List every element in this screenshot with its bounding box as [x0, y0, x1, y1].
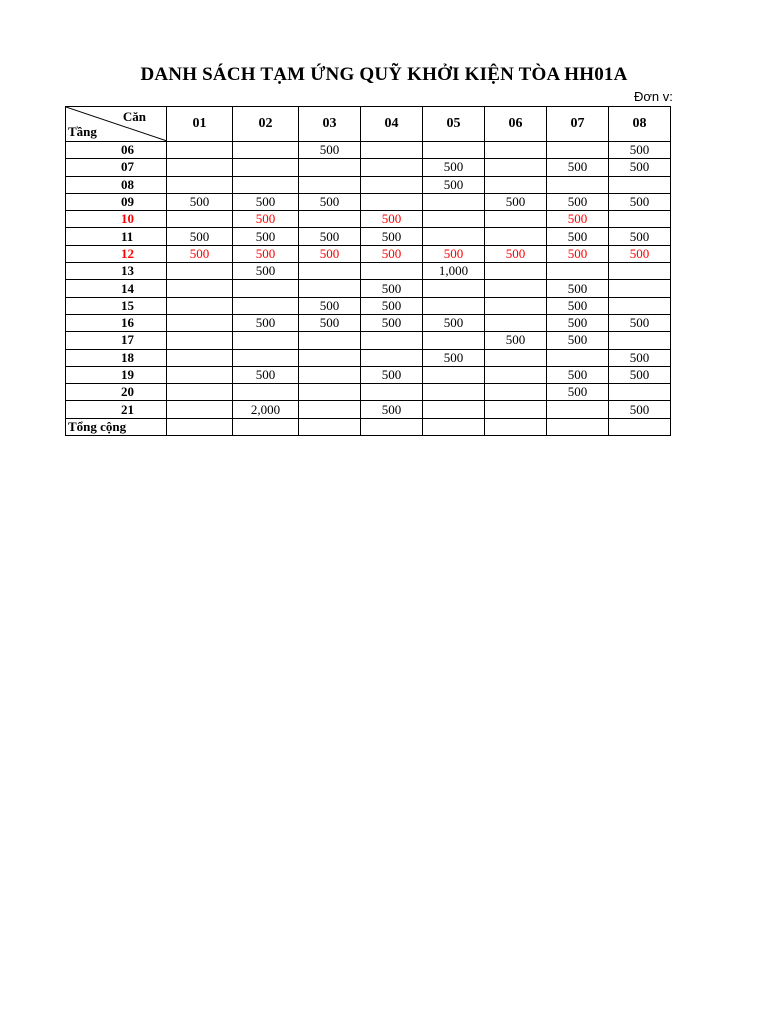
amount-cell: 500 [361, 211, 423, 228]
amount-cell [361, 349, 423, 366]
unit-label: Đơn v: [634, 89, 673, 104]
table-row [66, 245, 671, 262]
total-cell [609, 418, 671, 435]
amount-cell [299, 280, 361, 297]
amount-cell: 500 [423, 176, 485, 193]
table-row [66, 263, 671, 280]
amount-cell [423, 332, 485, 349]
amount-cell [167, 176, 233, 193]
floor-label: 12 [66, 245, 167, 262]
amount-cell: 500 [233, 263, 299, 280]
amount-cell [609, 176, 671, 193]
floor-label: 15 [66, 297, 167, 314]
column-header: 07 [547, 107, 609, 142]
table-header-row [66, 107, 671, 142]
amount-cell [423, 142, 485, 159]
amount-cell: 500 [609, 159, 671, 176]
floor-label: 08 [66, 176, 167, 193]
amount-cell: 500 [547, 366, 609, 383]
amount-cell: 500 [547, 384, 609, 401]
amount-cell [547, 263, 609, 280]
amount-cell: 500 [485, 193, 547, 210]
floor-label: 11 [66, 228, 167, 245]
column-header: 08 [609, 107, 671, 142]
amount-cell [299, 263, 361, 280]
total-cell [547, 418, 609, 435]
amount-cell: 500 [167, 193, 233, 210]
floor-label: 10 [66, 211, 167, 228]
amount-cell [167, 349, 233, 366]
amount-cell [361, 176, 423, 193]
table-row [66, 228, 671, 245]
amount-cell [423, 228, 485, 245]
table-row [66, 314, 671, 331]
amount-cell [485, 314, 547, 331]
table-row [66, 401, 671, 418]
amount-cell [361, 263, 423, 280]
floor-label: 18 [66, 349, 167, 366]
amount-cell [233, 176, 299, 193]
amount-cell [233, 159, 299, 176]
amount-cell [485, 280, 547, 297]
amount-cell: 500 [299, 314, 361, 331]
amount-cell: 500 [233, 314, 299, 331]
amount-cell [485, 176, 547, 193]
advance-fund-table [65, 106, 671, 436]
amount-cell [423, 193, 485, 210]
amount-cell: 500 [423, 349, 485, 366]
amount-cell: 1,000 [423, 263, 485, 280]
amount-cell: 500 [423, 245, 485, 262]
table-row [66, 142, 671, 159]
amount-cell [299, 384, 361, 401]
amount-cell [233, 280, 299, 297]
amount-cell: 500 [233, 245, 299, 262]
table-row [66, 297, 671, 314]
amount-cell [609, 332, 671, 349]
amount-cell [361, 384, 423, 401]
amount-cell [423, 366, 485, 383]
amount-cell [485, 211, 547, 228]
amount-cell [167, 142, 233, 159]
amount-cell: 500 [233, 211, 299, 228]
column-header: 03 [299, 107, 361, 142]
floor-label: 17 [66, 332, 167, 349]
amount-cell: 500 [609, 366, 671, 383]
amount-cell: 500 [361, 314, 423, 331]
column-header: 06 [485, 107, 547, 142]
amount-cell [547, 401, 609, 418]
amount-cell [233, 349, 299, 366]
amount-cell [609, 263, 671, 280]
amount-cell: 500 [299, 228, 361, 245]
amount-cell [423, 211, 485, 228]
table-row [66, 384, 671, 401]
amount-cell [485, 401, 547, 418]
amount-cell: 500 [299, 297, 361, 314]
amount-cell [167, 211, 233, 228]
table-row [66, 193, 671, 210]
amount-cell: 500 [609, 314, 671, 331]
amount-cell: 500 [167, 245, 233, 262]
amount-cell: 500 [609, 245, 671, 262]
table-row [66, 211, 671, 228]
amount-cell [233, 384, 299, 401]
amount-cell [361, 332, 423, 349]
total-cell [233, 418, 299, 435]
column-header: 01 [167, 107, 233, 142]
amount-cell [299, 211, 361, 228]
amount-cell [485, 142, 547, 159]
amount-cell [485, 159, 547, 176]
table-row [66, 280, 671, 297]
corner-header-cell [66, 107, 167, 142]
amount-cell: 500 [609, 349, 671, 366]
total-row [66, 418, 671, 435]
amount-cell: 500 [167, 228, 233, 245]
amount-cell: 500 [547, 193, 609, 210]
amount-cell [167, 332, 233, 349]
amount-cell [547, 349, 609, 366]
amount-cell: 500 [547, 297, 609, 314]
amount-cell: 500 [299, 142, 361, 159]
amount-cell: 500 [547, 314, 609, 331]
amount-cell: 500 [547, 280, 609, 297]
total-label: Tổng cộng [66, 418, 167, 435]
amount-cell [167, 263, 233, 280]
amount-cell [485, 228, 547, 245]
amount-cell: 500 [361, 366, 423, 383]
amount-cell [609, 297, 671, 314]
floor-label: 06 [66, 142, 167, 159]
table-row [66, 159, 671, 176]
amount-cell: 500 [485, 245, 547, 262]
amount-cell [485, 297, 547, 314]
amount-cell [485, 349, 547, 366]
table-row [66, 366, 671, 383]
table-row [66, 176, 671, 193]
amount-cell [423, 280, 485, 297]
amount-cell [167, 401, 233, 418]
amount-cell [423, 384, 485, 401]
amount-cell [423, 401, 485, 418]
amount-cell: 500 [299, 193, 361, 210]
amount-cell [167, 384, 233, 401]
amount-cell: 2,000 [233, 401, 299, 418]
amount-cell: 500 [233, 193, 299, 210]
amount-cell: 500 [547, 245, 609, 262]
total-cell [485, 418, 547, 435]
table-body [66, 142, 671, 436]
amount-cell [485, 263, 547, 280]
amount-cell [233, 142, 299, 159]
amount-cell [609, 280, 671, 297]
column-header: 05 [423, 107, 485, 142]
amount-cell: 500 [423, 159, 485, 176]
amount-cell: 500 [361, 245, 423, 262]
amount-cell: 500 [361, 280, 423, 297]
amount-cell [167, 366, 233, 383]
amount-cell [547, 176, 609, 193]
column-header: 02 [233, 107, 299, 142]
amount-cell: 500 [233, 366, 299, 383]
floor-label: 21 [66, 401, 167, 418]
total-cell [167, 418, 233, 435]
total-cell [299, 418, 361, 435]
floor-label: 13 [66, 263, 167, 280]
amount-cell [167, 280, 233, 297]
amount-cell: 500 [609, 193, 671, 210]
table-row [66, 332, 671, 349]
amount-cell: 500 [609, 228, 671, 245]
amount-cell: 500 [547, 228, 609, 245]
amount-cell: 500 [299, 245, 361, 262]
floor-label: 09 [66, 193, 167, 210]
amount-cell [423, 297, 485, 314]
amount-cell [485, 366, 547, 383]
amount-cell: 500 [361, 228, 423, 245]
amount-cell [167, 159, 233, 176]
column-header: 04 [361, 107, 423, 142]
floor-label: 14 [66, 280, 167, 297]
corner-label-floor: Tầng [68, 124, 97, 139]
amount-cell [609, 384, 671, 401]
amount-cell: 500 [361, 401, 423, 418]
amount-cell [299, 401, 361, 418]
total-cell [361, 418, 423, 435]
amount-cell [299, 366, 361, 383]
amount-cell [299, 349, 361, 366]
floor-label: 07 [66, 159, 167, 176]
floor-label: 20 [66, 384, 167, 401]
total-cell [423, 418, 485, 435]
amount-cell [167, 314, 233, 331]
amount-cell [609, 211, 671, 228]
amount-cell: 500 [361, 297, 423, 314]
amount-cell [233, 332, 299, 349]
amount-cell [361, 159, 423, 176]
corner-label-apartment: Căn [122, 109, 146, 124]
amount-cell: 500 [547, 211, 609, 228]
table-row [66, 349, 671, 366]
amount-cell [299, 332, 361, 349]
amount-cell [547, 142, 609, 159]
amount-cell [361, 142, 423, 159]
amount-cell [167, 297, 233, 314]
amount-cell [299, 159, 361, 176]
amount-cell: 500 [547, 159, 609, 176]
amount-cell [361, 193, 423, 210]
page-title: DANH SÁCH TẠM ỨNG QUỸ KHỞI KIỆN TÒA HH01A [140, 64, 628, 85]
amount-cell: 500 [423, 314, 485, 331]
amount-cell: 500 [547, 332, 609, 349]
floor-label: 19 [66, 366, 167, 383]
amount-cell [233, 297, 299, 314]
amount-cell [485, 384, 547, 401]
floor-label: 16 [66, 314, 167, 331]
amount-cell [299, 176, 361, 193]
amount-cell: 500 [485, 332, 547, 349]
amount-cell: 500 [609, 401, 671, 418]
amount-cell: 500 [609, 142, 671, 159]
amount-cell: 500 [233, 228, 299, 245]
